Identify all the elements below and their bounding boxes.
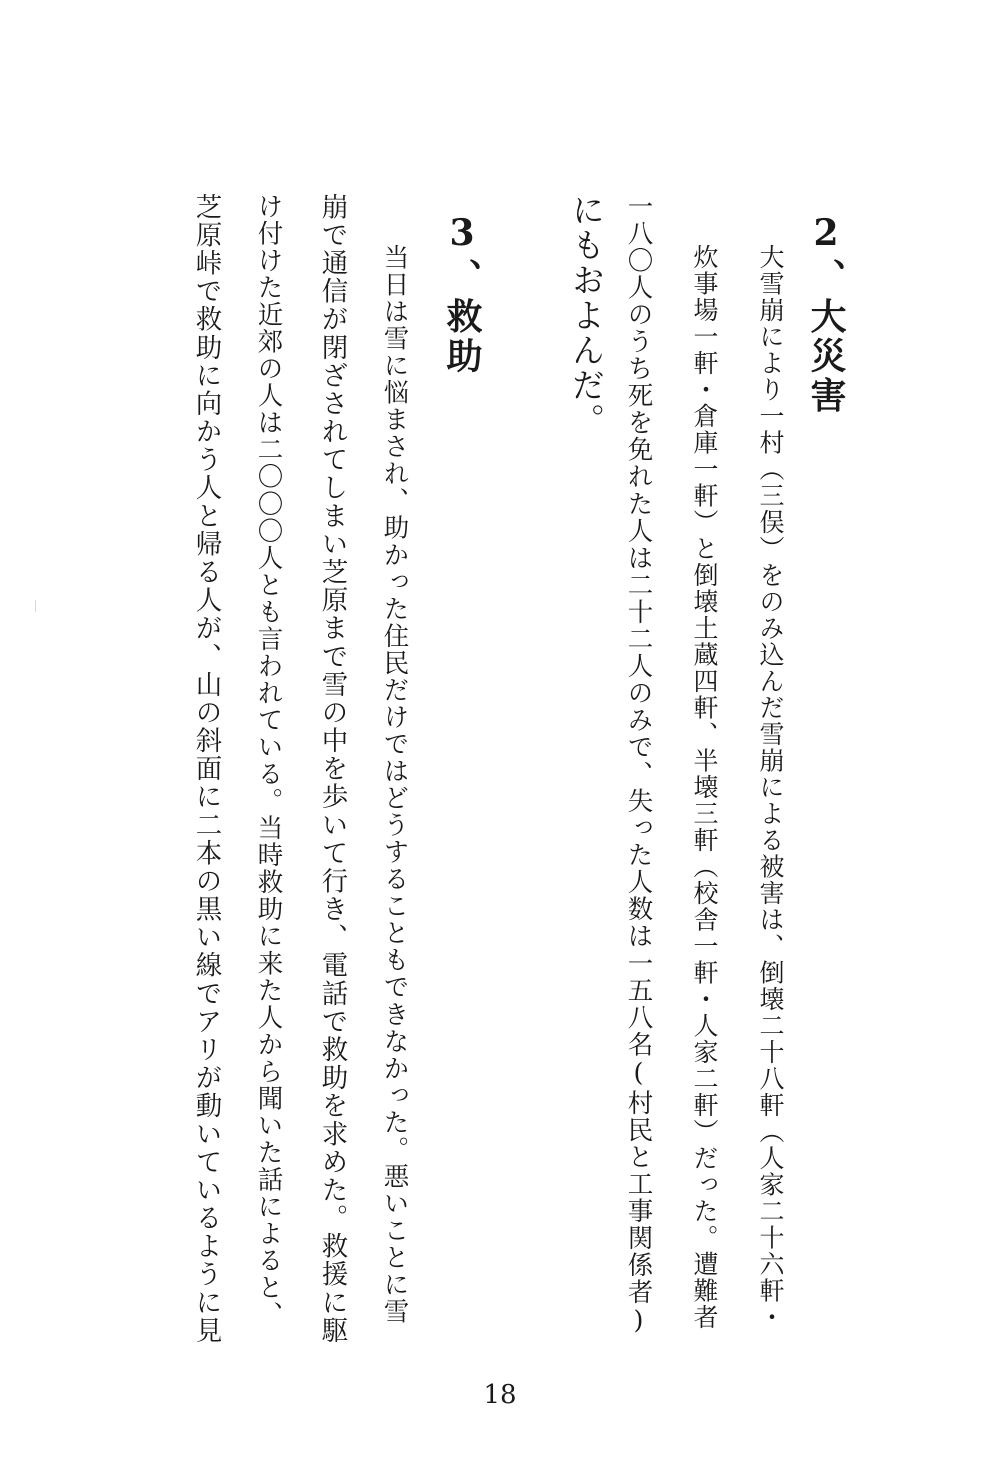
section-3-line-3: け付けた近郊の人は二〇〇〇人とも言われている。当時救助に来た人から聞いた話によると、 (253, 193, 284, 1329)
section-3-line-4: 芝原峠で救助に向かう人と帰る人が、山の斜面に二本の黒い線でアリが動いているように見 (190, 193, 222, 1345)
section-2-line-1: 大雪崩により一村（三俣）をのみ込んだ雪崩による被害は、倒壊二十八軒（人家二十六軒・ (756, 244, 785, 1331)
margin-mark (35, 600, 36, 612)
page-number: 18 (483, 1380, 517, 1410)
section-2-line-3: 一八〇人のうち死を免れた人は二十二人のみで、失った人数は一五八名(村民と工事関係者) (623, 193, 654, 1338)
section-2-line-4: にもおよんだ。 (567, 193, 606, 438)
section-2-line-2: 炊事場一軒・倉庫一軒）と倒壊土蔵四軒、半壊三軒（校舎一軒・人家二軒）だった。遭難者 (690, 244, 719, 1331)
section-3-line-2: 崩で通信が閉ざされてしまい芝原まで雪の中を歩いて行き、電話で救助を求めた。救援に駆 (316, 193, 348, 1345)
section-3-line-1: 当日は雪に悩まされ、助かった住民だけではどうすることもできなかった。悪いことに雪 (379, 244, 410, 1326)
section-2-heading: 2、大災害 (805, 212, 847, 416)
section-3-heading: 3、救助 (441, 212, 483, 377)
